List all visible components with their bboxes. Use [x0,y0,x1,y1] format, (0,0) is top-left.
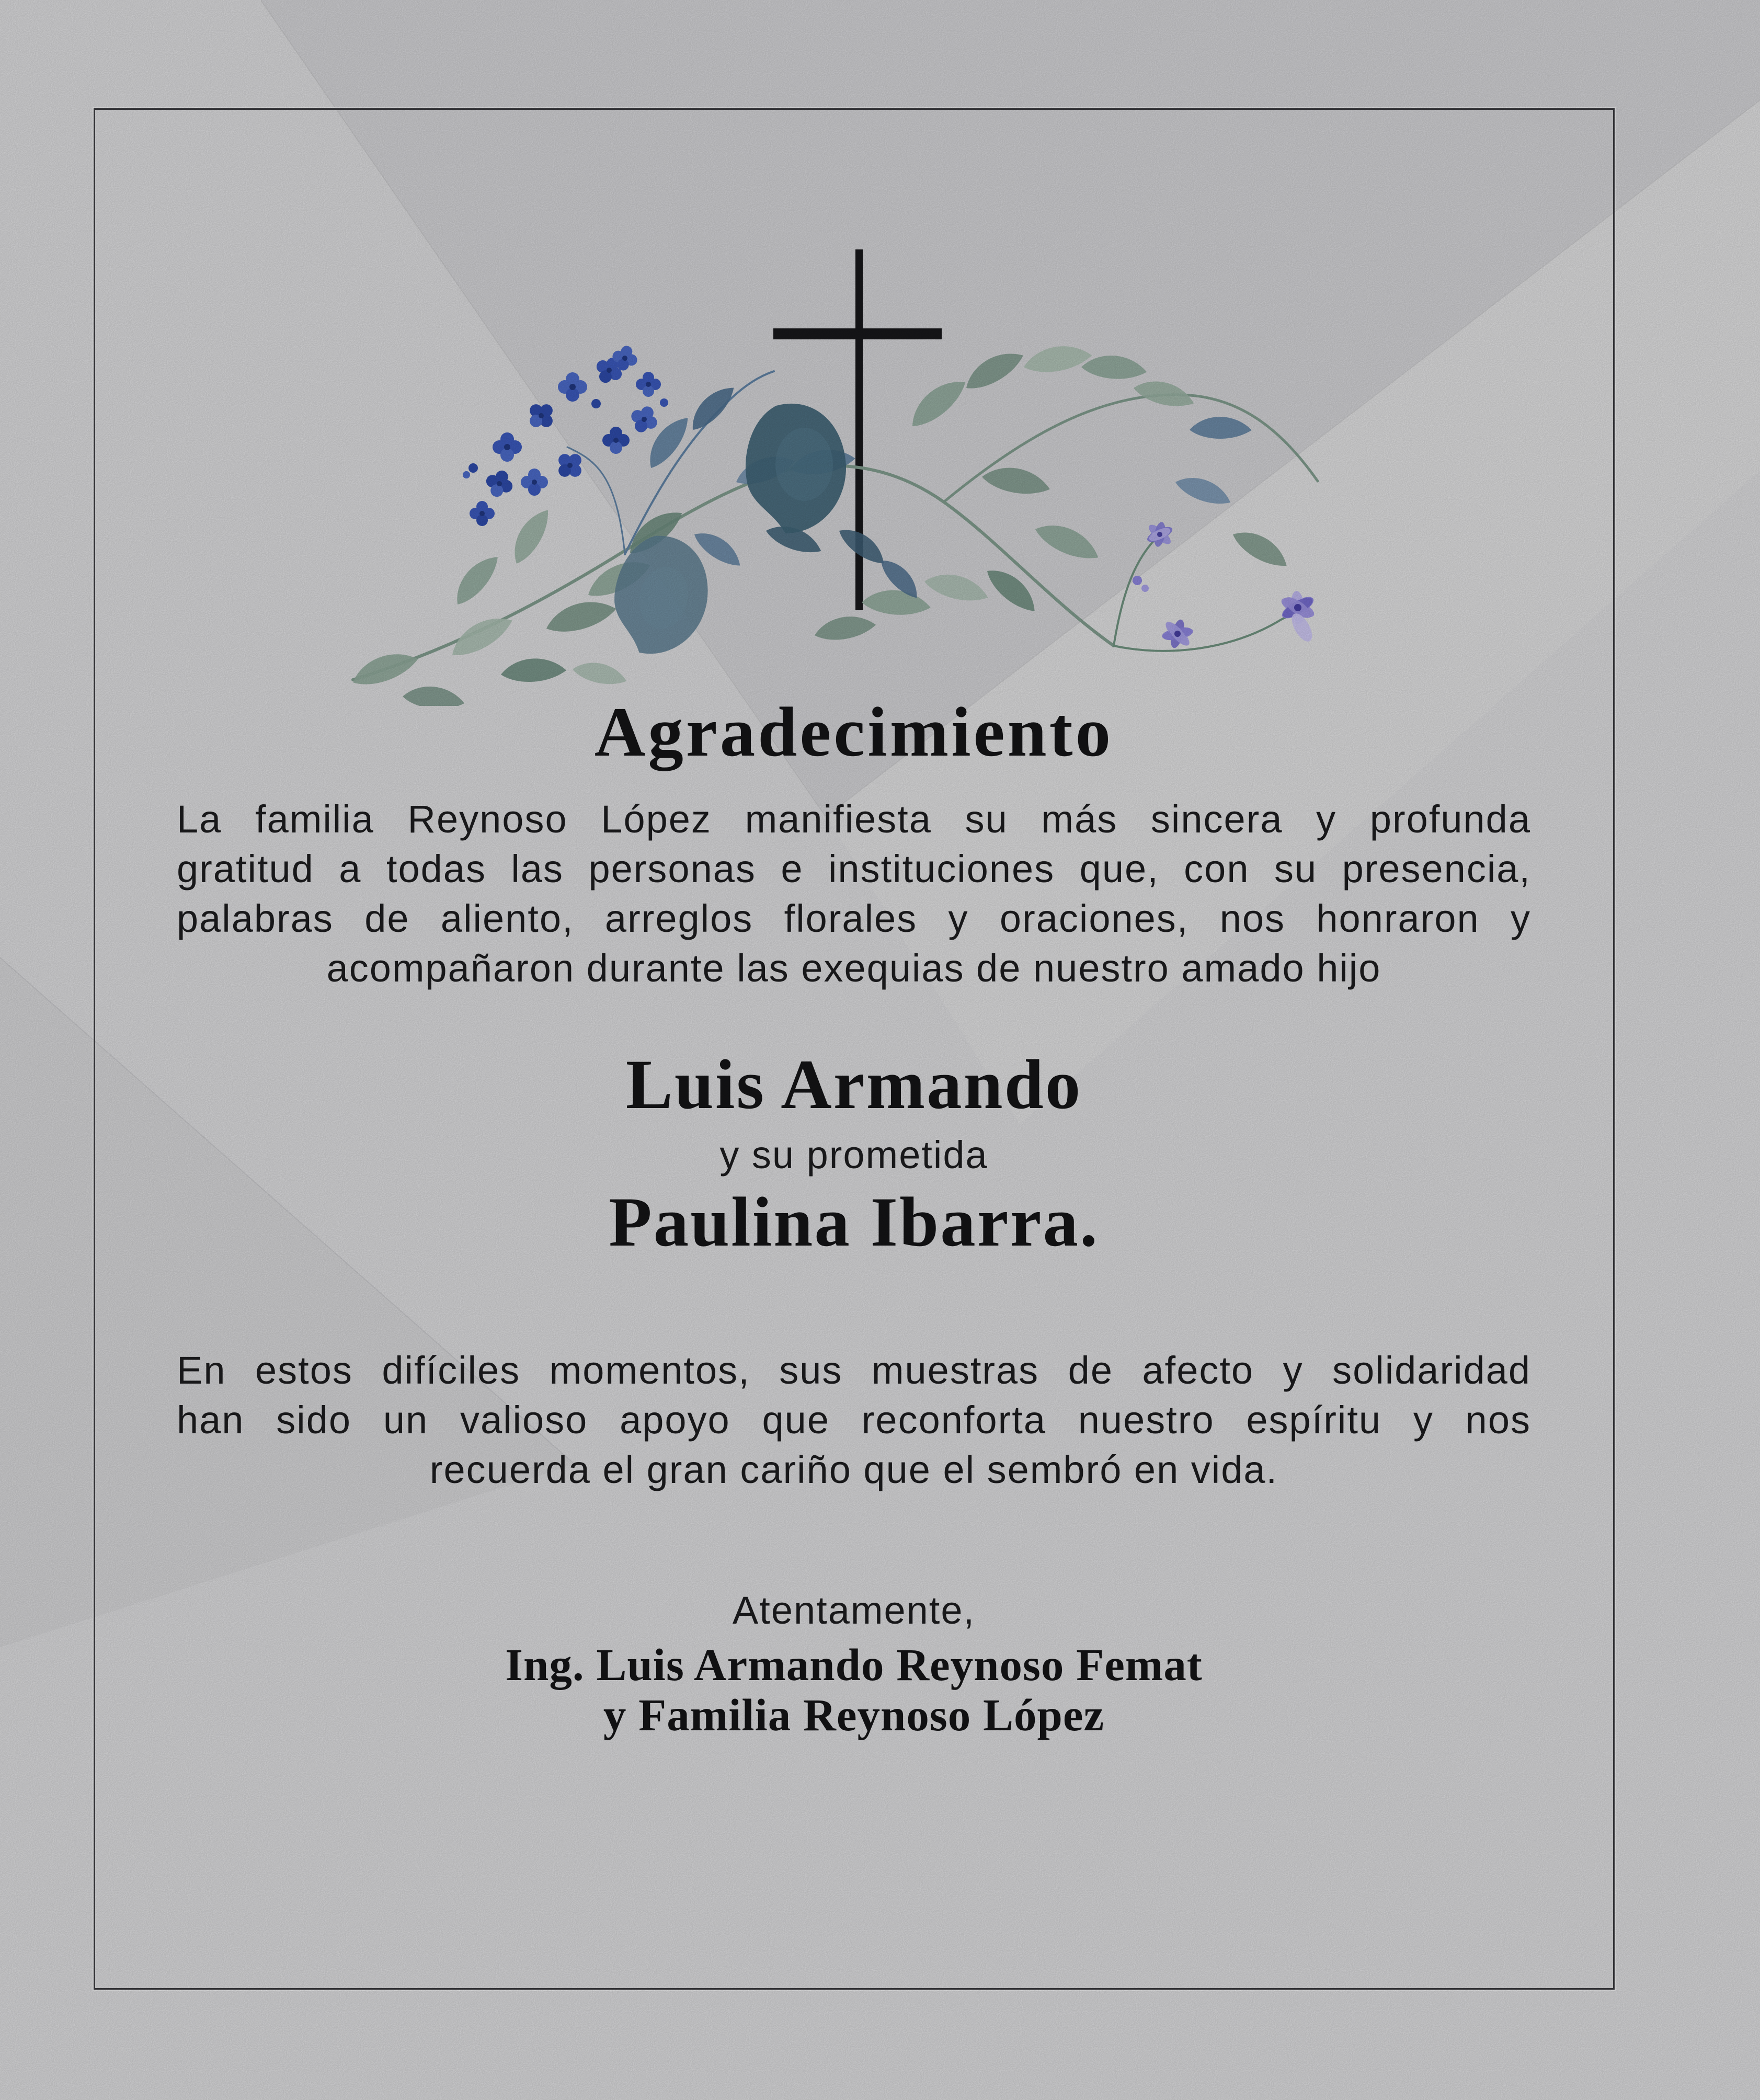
fiancee-name: Paulina Ibarra. [609,1183,1099,1261]
signature-block [177,1640,1531,1740]
blue-flowers-cluster [463,343,668,526]
paragraph-line: acompañaron durante las exequias de nuestro amado hijo [326,946,1381,990]
intro-paragraph [177,794,1531,993]
page-title: Agradecimiento [594,693,1114,772]
closing-label: Atentamente, [732,1589,976,1632]
paragraph-line: palabras de aliento, arreglos florales y oraciones, nos honraron y [177,897,1531,940]
paragraph-line: La familia Reynoso López manifiesta su más sincera y profunda [177,797,1531,841]
relation-connector: y su prometida [719,1133,988,1177]
purple-flowers [1133,521,1317,649]
paragraph-line: recuerda el gran cariño que el sembró en vida. [429,1448,1278,1491]
signature-line-2: y Familia Reynoso López [603,1690,1105,1740]
paragraph-line: gratitud a todas las personas e instituciones que, con su presencia, [177,847,1531,891]
condolence-paragraph [177,1345,1531,1494]
paragraph-line: En estos difíciles momentos, sus muestras de afecto y solidaridad [177,1349,1531,1392]
signature-line-1: Ing. Luis Armando Reynoso Femat [505,1639,1203,1690]
paragraph-line: han sido un valioso apoyo que reconforta nuestro espíritu y nos [177,1398,1531,1442]
floral-arrangement [324,309,1370,706]
deceased-name: Luis Armando [625,1046,1082,1124]
